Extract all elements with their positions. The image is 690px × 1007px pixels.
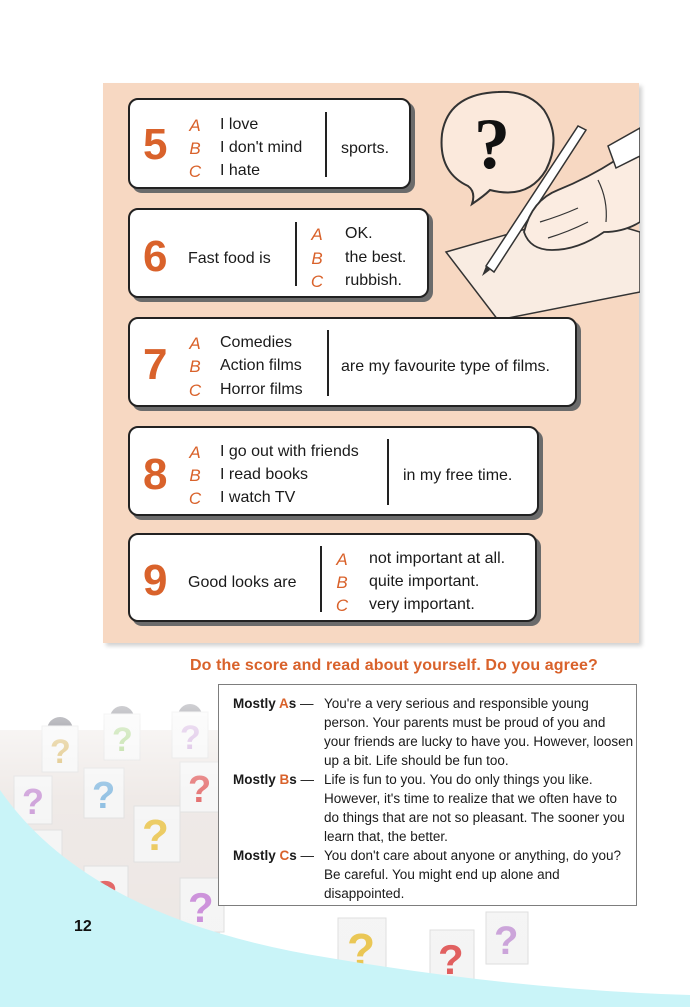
option-text: Comedies: [220, 334, 293, 351]
question-mark-icon: ?: [474, 104, 510, 184]
question-number: 5: [143, 120, 168, 169]
option-letter: C: [188, 162, 202, 181]
writing-hand-sketch: [428, 82, 640, 320]
divider: [320, 546, 322, 612]
option-letter: A: [189, 334, 201, 353]
option-letter: C: [188, 489, 202, 508]
result-description: You don't care about anyone or anything, do you? Be careful. You might end up alone and disappointed.: [324, 848, 622, 901]
option-text: quite important.: [369, 573, 480, 590]
sentence-ending: sports.: [341, 140, 390, 157]
sentence-ending: are my favourite type of films.: [341, 358, 550, 375]
question-9-box: [128, 533, 537, 622]
option-text: not important at all.: [369, 550, 506, 567]
instruction-heading: Do the score and read about yourself. Do you agree?: [190, 657, 598, 674]
page-number: 12: [74, 918, 92, 935]
result-description: Life is fun to you. You do only things you like. However, it's time to realize that we often have to do things that are not so pleasant. The sooner you learn that, the better.: [324, 772, 625, 844]
divider: [387, 439, 389, 505]
option-letter: B: [189, 139, 201, 158]
option-letter: A: [189, 443, 201, 462]
sentence-ending: in my free time.: [403, 467, 513, 484]
option-text: I read books: [220, 466, 309, 483]
sentence-stem: Fast food is: [188, 250, 271, 267]
option-text: very important.: [369, 596, 475, 613]
result-label: Mostly Cs —: [233, 848, 315, 863]
option-text: I watch TV: [220, 489, 296, 506]
divider: [327, 330, 329, 396]
question-6-box: [128, 208, 429, 298]
option-text: I love: [220, 116, 259, 133]
option-letter: B: [189, 357, 201, 376]
option-letter: B: [189, 466, 201, 485]
option-letter: B: [336, 573, 348, 592]
option-text: Horror films: [220, 381, 303, 398]
divider: [325, 112, 327, 177]
option-letter: A: [311, 225, 323, 244]
question-8-box: [128, 426, 539, 516]
option-letter: C: [188, 381, 202, 400]
score-results-box: [218, 684, 637, 906]
result-label: Mostly Bs —: [233, 772, 315, 787]
result-letter: B: [279, 772, 290, 787]
option-text: the best.: [345, 249, 407, 266]
option-letter: C: [335, 596, 349, 615]
option-text: OK.: [345, 225, 373, 242]
option-letter: A: [189, 116, 201, 135]
option-text: rubbish.: [345, 272, 402, 289]
option-text: I don't mind: [220, 139, 303, 156]
question-7-box: [128, 317, 577, 407]
question-number: 9: [143, 556, 168, 605]
question-number: 7: [143, 340, 168, 389]
result-letter: C: [279, 848, 290, 863]
option-letter: C: [310, 272, 324, 291]
question-5-box: [128, 98, 411, 189]
divider: [295, 222, 297, 286]
result-label: Mostly As —: [233, 696, 314, 711]
option-letter: B: [311, 249, 323, 268]
result-description: You're a very serious and responsible young person. Your parents must be proud of you and your friends are lucky to have you. However, loosen up a bit. Life should be fun too.: [324, 696, 634, 768]
option-text: Action films: [220, 357, 302, 374]
question-number: 6: [143, 232, 168, 281]
result-letter: A: [279, 696, 289, 711]
option-letter: A: [336, 550, 348, 569]
option-text: I hate: [220, 162, 261, 179]
sentence-stem: Good looks are: [188, 574, 297, 591]
question-number: 8: [143, 450, 168, 499]
option-text: I go out with friends: [220, 443, 359, 460]
